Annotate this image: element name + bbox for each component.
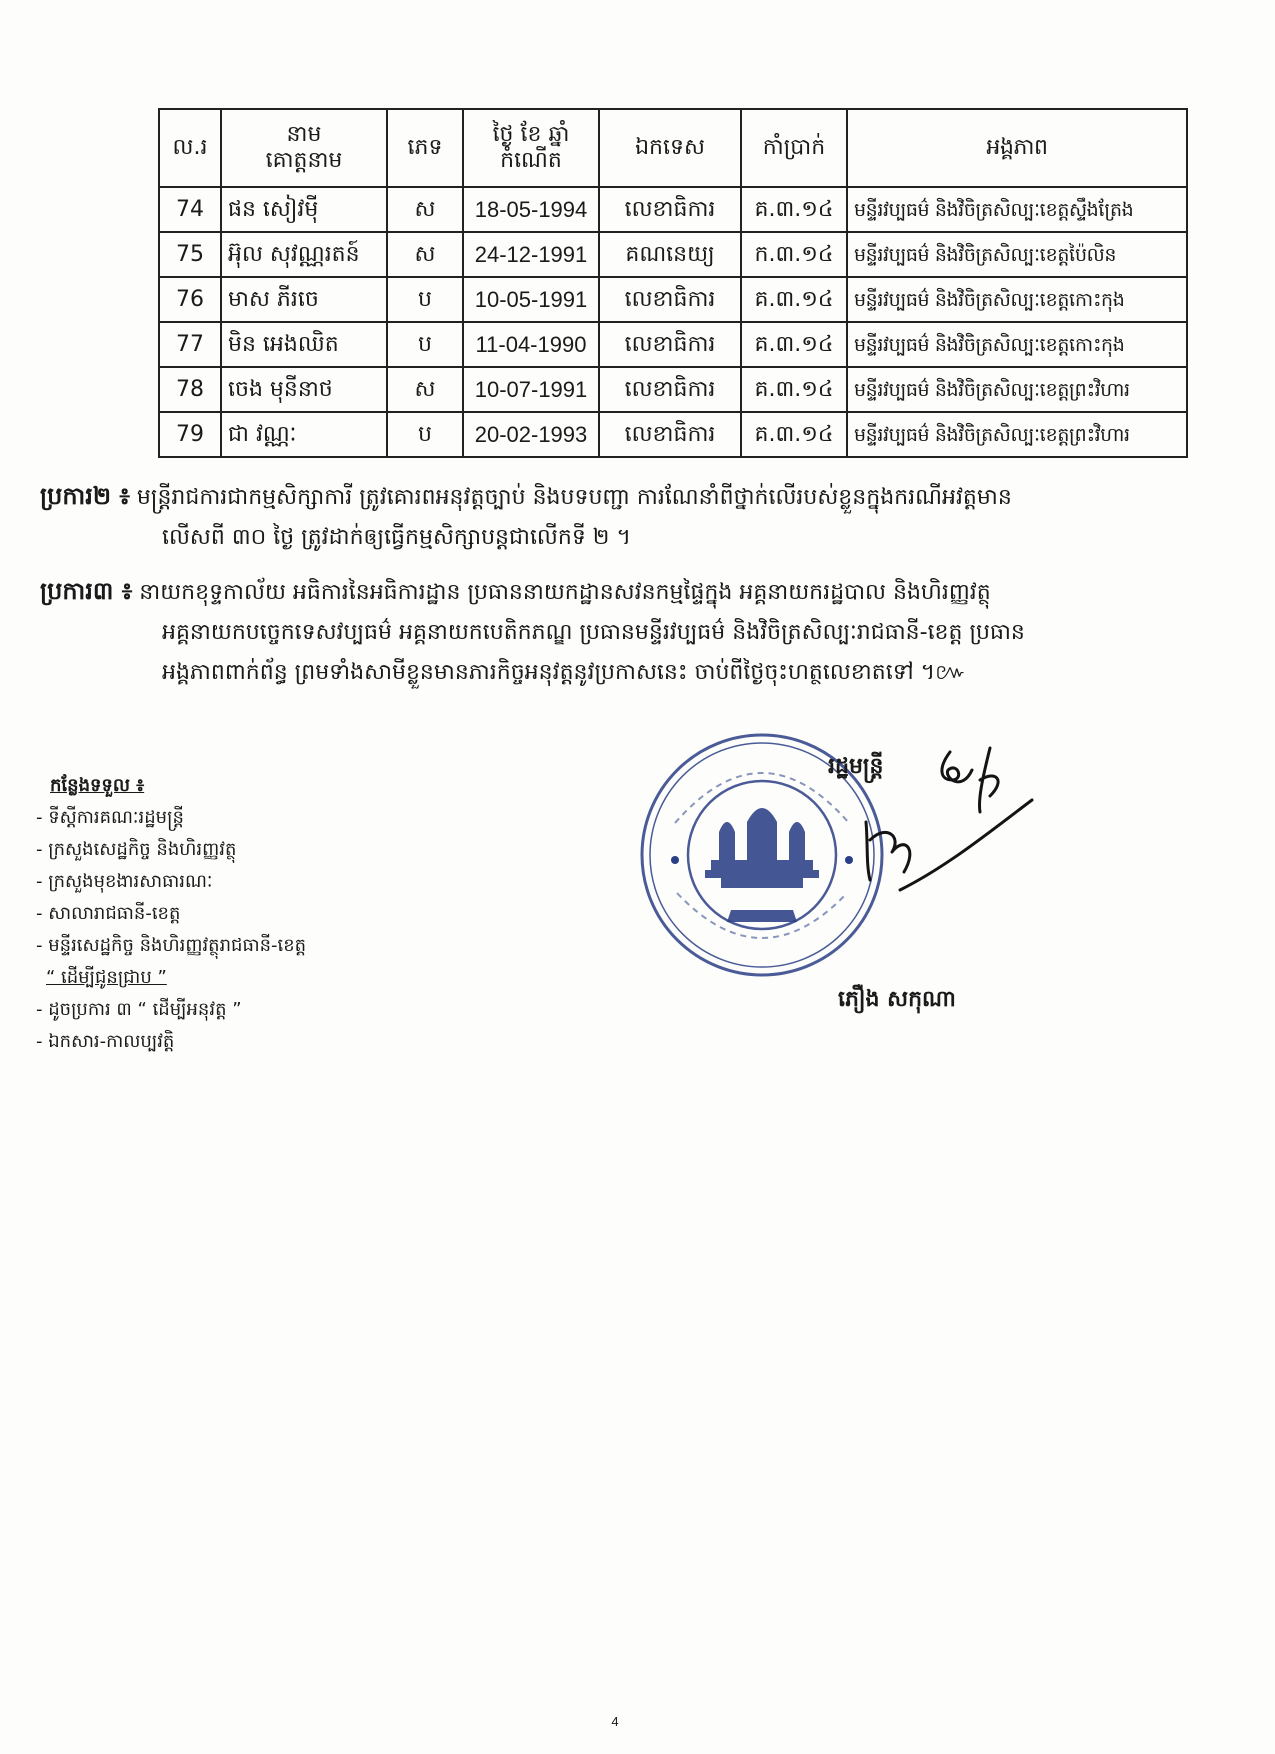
- page-number: 4: [611, 1714, 619, 1729]
- article-2-lead: ប្រការ២ ៖: [40, 482, 130, 510]
- cell-specialty: លេខាធិការ: [599, 277, 741, 322]
- cell-name: ជា វណ្ណៈ: [221, 412, 387, 457]
- cell-unit: មន្ទីរវប្បធម៌ និងវិចិត្រសិល្បៈខេត្តព្រះវិហារ: [847, 412, 1187, 457]
- cell-name: អ៊ុល សុវណ្ណរតន៍: [221, 232, 387, 277]
- cell-specialty: លេខាធិការ: [599, 367, 741, 412]
- cell-rank: គ.៣.១៤: [741, 277, 847, 322]
- cell-no: 78: [159, 367, 221, 412]
- signature-icon: [840, 740, 1040, 910]
- article-2-line2: លើសពី ៣០ ថ្ងៃ ត្រូវដាក់ឲ្យធ្វើកម្មសិក្សាបន្តជាលើកទី ២ ។: [162, 525, 631, 550]
- article-3-line2: អគ្គនាយកបច្ចេកទេសវប្បធម៌ អគ្គនាយកបេតិកភណ្ឌ ប្រធានមន្ទីរវប្បធម៌ និងវិចិត្រសិល្បៈរាជធានី-ខេត្ត ប្រធាន: [162, 620, 1025, 645]
- header-name-line1: នាម: [286, 122, 322, 147]
- header-specialty: ឯកទេស: [599, 109, 741, 187]
- cell-specialty: លេខាធិការ: [599, 187, 741, 232]
- article-2: [40, 476, 1230, 558]
- recipient-item: - សាលារាជធានី-ខេត្ត: [36, 903, 181, 924]
- cell-no: 76: [159, 277, 221, 322]
- cell-unit: មន្ទីរវប្បធម៌ និងវិចិត្រសិល្បៈខេត្តព្រះវិហារ: [847, 367, 1187, 412]
- header-name: [221, 109, 387, 187]
- cell-specialty: លេខាធិការ: [599, 412, 741, 457]
- table-row: [159, 367, 1187, 412]
- minister-title: រដ្ឋមន្ត្រី: [828, 754, 884, 779]
- cell-sex: ប: [387, 322, 463, 367]
- recipient-note-text: “ ដើម្បីជូនជ្រាប ”: [46, 967, 167, 988]
- cell-unit: មន្ទីរវប្បធម៌ និងវិចិត្រសិល្បៈខេត្តប៉ៃលិន: [847, 232, 1187, 277]
- cell-dob: 10-05-1991: [463, 277, 599, 322]
- cell-dob: 10-07-1991: [463, 367, 599, 412]
- article-3-lead: ប្រការ៣ ៖: [40, 577, 133, 605]
- cell-dob: 11-04-1990: [463, 322, 599, 367]
- header-dob: [463, 109, 599, 187]
- cell-name: មិន អេងឈិត: [221, 322, 387, 367]
- recipients-list: [36, 770, 306, 1058]
- article-3-line3: អង្គភាពពាក់ព័ន្ធ ព្រមទាំងសាមីខ្លួនមានភារកិច្ចអនុវត្តនូវប្រកាសនេះ ចាប់ពីថ្ងៃចុះហត្ថលេខាតទៅ ។៚: [162, 660, 967, 685]
- cell-rank: គ.៣.១៤: [741, 367, 847, 412]
- table-row: [159, 187, 1187, 232]
- cell-dob: 20-02-1993: [463, 412, 599, 457]
- article-2-line1: មន្ត្រីរាជការជាកម្មសិក្សាការី ត្រូវគោរពអនុវត្តច្បាប់ និងបទបញ្ជា ការណែនាំពីថ្នាក់លើរបស់ខ្លួនក្នុងករណីអវត្តមាន: [136, 485, 1012, 510]
- table-row: [159, 232, 1187, 277]
- recipient-item: - ដូចប្រការ ៣ “ ដើម្បីអនុវត្ត ”: [36, 999, 242, 1020]
- article-3: [40, 571, 1230, 693]
- article-3-line1: នាយកខុទ្ទកាល័យ អធិការនៃអធិការដ្ឋាន ប្រធាននាយកដ្ឋានសវនកម្មផ្ទៃក្នុង អគ្គនាយករដ្ឋបាល និងហិរញ្ញវត្ថុ: [139, 580, 991, 605]
- cell-specialty: លេខាធិការ: [599, 322, 741, 367]
- recipient-item: - មន្ទីរសេដ្ឋកិច្ច និងហិរញ្ញវត្ថុរាជធានី-ខេត្ត: [36, 935, 307, 956]
- cell-sex: ស: [387, 367, 463, 412]
- header-rank: កាំប្រាក់: [741, 109, 847, 187]
- cell-sex: ស: [387, 187, 463, 232]
- cell-dob: 18-05-1994: [463, 187, 599, 232]
- cell-rank: គ.៣.១៤: [741, 187, 847, 232]
- cell-name: ផន សៀវម៉ី: [221, 187, 387, 232]
- recipient-note: [36, 962, 306, 994]
- table-header-row: [159, 109, 1187, 187]
- recipients-title: កន្លែងទទួល ៖: [50, 775, 145, 796]
- table-row: [159, 322, 1187, 367]
- cell-no: 79: [159, 412, 221, 457]
- header-name-line2: គោត្តនាម: [265, 148, 343, 173]
- header-unit: អង្គភាព: [847, 109, 1187, 187]
- cell-no: 74: [159, 187, 221, 232]
- table-row: [159, 412, 1187, 457]
- cell-dob: 24-12-1991: [463, 232, 599, 277]
- cell-no: 77: [159, 322, 221, 367]
- cell-name: ចេង មុនីនាថ: [221, 367, 387, 412]
- recipient-item: - ទីស្តីការគណៈរដ្ឋមន្ត្រី: [36, 807, 184, 828]
- cell-unit: មន្ទីរវប្បធម៌ និងវិចិត្រសិល្បៈខេត្តកោះកុង: [847, 277, 1187, 322]
- header-no: ល.រ: [159, 109, 221, 187]
- header-sex: ភេទ: [387, 109, 463, 187]
- header-dob-line1: ថ្ងៃ ខែ ឆ្នាំ: [492, 122, 570, 147]
- table-row: [159, 277, 1187, 322]
- cell-name: មាស ភីរចេ: [221, 277, 387, 322]
- header-dob-line2: កំណើត: [500, 148, 562, 173]
- cell-unit: មន្ទីរវប្បធម៌ និងវិចិត្រសិល្បៈខេត្តស្ទឹងត្រែង: [847, 187, 1187, 232]
- cell-rank: គ.៣.១៤: [741, 322, 847, 367]
- cell-rank: ក.៣.១៤: [741, 232, 847, 277]
- minister-name: ភឿង សកុណា: [838, 987, 956, 1012]
- recipient-item: - ក្រសួងមុខងារសាធារណៈ: [36, 871, 213, 892]
- cell-specialty: គណនេយ្យ: [599, 232, 741, 277]
- cell-sex: ប: [387, 412, 463, 457]
- cell-no: 75: [159, 232, 221, 277]
- staff-table: [158, 108, 1188, 458]
- cell-sex: ប: [387, 277, 463, 322]
- cell-sex: ស: [387, 232, 463, 277]
- recipient-item: - ក្រសួងសេដ្ឋកិច្ច និងហិរញ្ញវត្ថុ: [36, 839, 237, 860]
- recipient-item: - ឯកសារ-កាលប្បវត្តិ: [36, 1031, 175, 1052]
- cell-unit: មន្ទីរវប្បធម៌ និងវិចិត្រសិល្បៈខេត្តកោះកុង: [847, 322, 1187, 367]
- cell-rank: គ.៣.១៤: [741, 412, 847, 457]
